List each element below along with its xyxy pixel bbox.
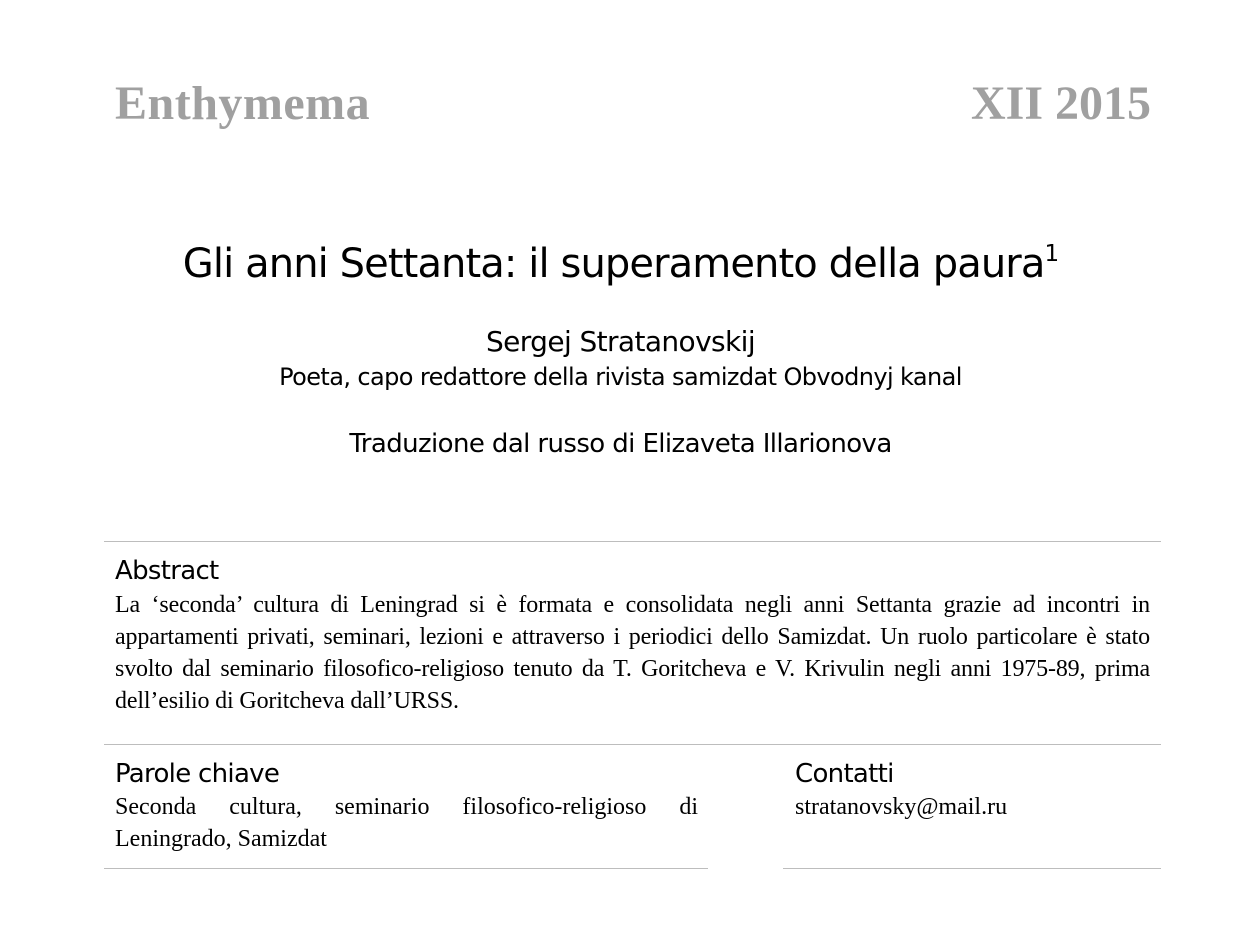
divider-middle — [104, 744, 1161, 745]
abstract-heading: Abstract — [115, 556, 219, 586]
journal-issue: XII 2015 — [970, 77, 1151, 130]
author-affiliation: Poeta, capo redattore della rivista samizdat Obvodnyj kanal — [279, 363, 962, 391]
translation-credit: Traduzione dal russo di Elizaveta Illarionova — [349, 429, 892, 459]
footnote-marker[interactable]: 1 — [1044, 241, 1059, 267]
keywords-text: Seconda cultura, seminario filosofico-religioso di Leningrado, Samizdat — [115, 794, 698, 852]
divider-top — [104, 541, 1161, 542]
keywords-heading: Parole chiave — [115, 759, 280, 789]
author-name: Sergej Stratanovskij — [485, 325, 756, 358]
journal-header — [115, 76, 1151, 132]
divider-keywords-bottom — [104, 868, 708, 869]
divider-contacts-bottom — [783, 868, 1161, 869]
article-title — [0, 238, 1241, 290]
contacts-heading: Contatti — [795, 759, 894, 789]
abstract-text: La ‘seconda’ cultura di Leningrad si è formata e consolidata negli anni Settanta grazie ad incontri in appartamenti privati, seminari, lezioni e attraverso i periodici dello Samizdat. Un ruolo particolare è stato svolto dal seminario filosofico-religioso tenuto da T. Goritcheva e V. Krivulin negli anni 1975-89, prima dell’esilio di Goritcheva dall’URSS. — [115, 592, 1150, 714]
journal-name: Enthymema — [115, 77, 371, 130]
contact-email[interactable]: stratanovsky@mail.ru — [795, 794, 1008, 820]
article-title-text: Gli anni Settanta: il superamento della paura — [182, 241, 1045, 287]
